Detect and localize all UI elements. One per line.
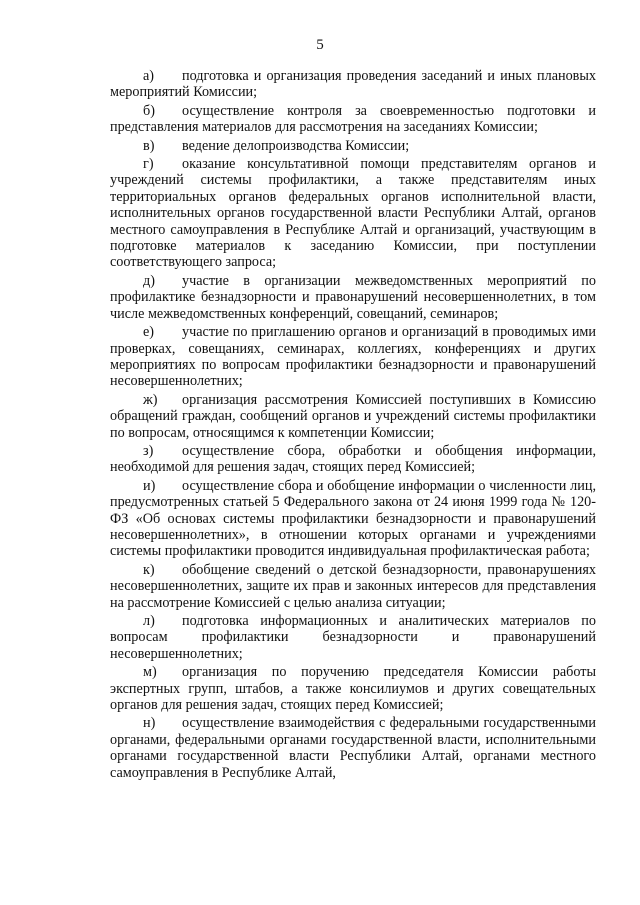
page-number: 5 (316, 37, 324, 53)
list-item (110, 478, 596, 560)
list-item (110, 443, 596, 476)
item-text: обобщение сведений о детской безнадзорности, правонарушениях несовершеннолетних, защите их прав и законных интересов для представления на рассмотрение Комиссией с целью анализа ситуации; (110, 561, 596, 611)
list-item (110, 103, 596, 136)
item-text: участие по приглашению органов и организаций в проводимых ими проверках, совещаниях, семинарах, коллегиях, конференциях и других мероприятиях по вопросам профилактики безнадзорности и правонарушений несовершеннолетних; (110, 324, 596, 390)
item-letter: ж) (143, 391, 158, 408)
item-letter: л) (143, 613, 155, 629)
item-text: подготовка и организация проведения заседаний и иных плановых мероприятий Комиссии; (110, 68, 596, 101)
item-letter: з) (143, 442, 154, 459)
list-item (110, 715, 596, 781)
item-text: осуществление сбора и обобщение информации о численности лиц, предусмотренных статьей 5 Федерального закона от 24 июня 1999 года № 120-ФЗ «Об основах системы профилактики безнадзорности и правонарушений несовершеннолетних», в отношении которых органами и учреждениями системы профилактики проводится индивидуальная профилактическая работа; (110, 477, 596, 560)
list-item (110, 562, 596, 611)
item-text: осуществление контроля за своевременностью подготовки и представления материалов для рассмотрения на заседаниях Комиссии; (110, 102, 596, 136)
item-list (110, 68, 596, 783)
item-text: оказание консультативной помощи представителям органов и учреждений системы профилактики, а также представителям иных территориальных органов федеральных органов исполнительной власти, исполнительных органов государственной власти Республики Алтай, органов местного самоуправления в Республике Алтай и организаций, участвующим в подготовке материалов к заседанию Комиссии, при поступлении соответствующего запроса; (110, 156, 596, 271)
item-letter: м) (143, 664, 157, 681)
list-item (110, 664, 596, 713)
item-text: осуществление сбора, обработки и обобщения информации, необходимой для решения задач, стоящих перед Комиссией; (110, 442, 596, 476)
list-item (110, 68, 596, 101)
list-item (110, 156, 596, 271)
item-text: подготовка информационных и аналитических материалов по вопросам профилактики безнадзорности и правонарушений несовершеннолетних; (110, 613, 596, 662)
list-item (110, 613, 596, 662)
item-text: ведение делопроизводства Комиссии; (182, 137, 410, 154)
item-letter: в) (143, 137, 155, 154)
item-text: организация рассмотрения Комиссией поступивших в Комиссию обращений граждан, сообщений органов и учреждений системы профилактики по вопросам, относящимся к компетенции Комиссии; (110, 391, 596, 441)
item-letter: и) (143, 477, 156, 494)
item-letter: б) (143, 102, 155, 119)
item-text: осуществление взаимодействия с федеральными государственными органами, федеральными органами государственной власти, исполнительными органами государственной власти Республики Алтай, органами местного самоуправления в Республике Алтай, (110, 715, 596, 781)
list-item (110, 273, 596, 322)
list-item (110, 324, 596, 390)
item-letter: н) (143, 715, 156, 732)
item-letter: а) (143, 68, 155, 84)
list-item (110, 392, 596, 441)
item-letter: г) (143, 156, 154, 173)
item-letter: д) (143, 272, 155, 289)
item-text: участие в организации межведомственных мероприятий по профилактике безнадзорности и правонарушений несовершеннолетних, в том числе межведомственных конференций, совещаний, семинаров; (110, 272, 596, 322)
item-letter: к) (143, 561, 155, 578)
item-letter: е) (143, 324, 155, 341)
list-item (110, 138, 596, 154)
item-text: организация по поручению председателя Комиссии работы экспертных групп, штабов, а также консилиумов и других совещательных органов для решения задач, стоящих перед Комиссией; (110, 664, 596, 714)
